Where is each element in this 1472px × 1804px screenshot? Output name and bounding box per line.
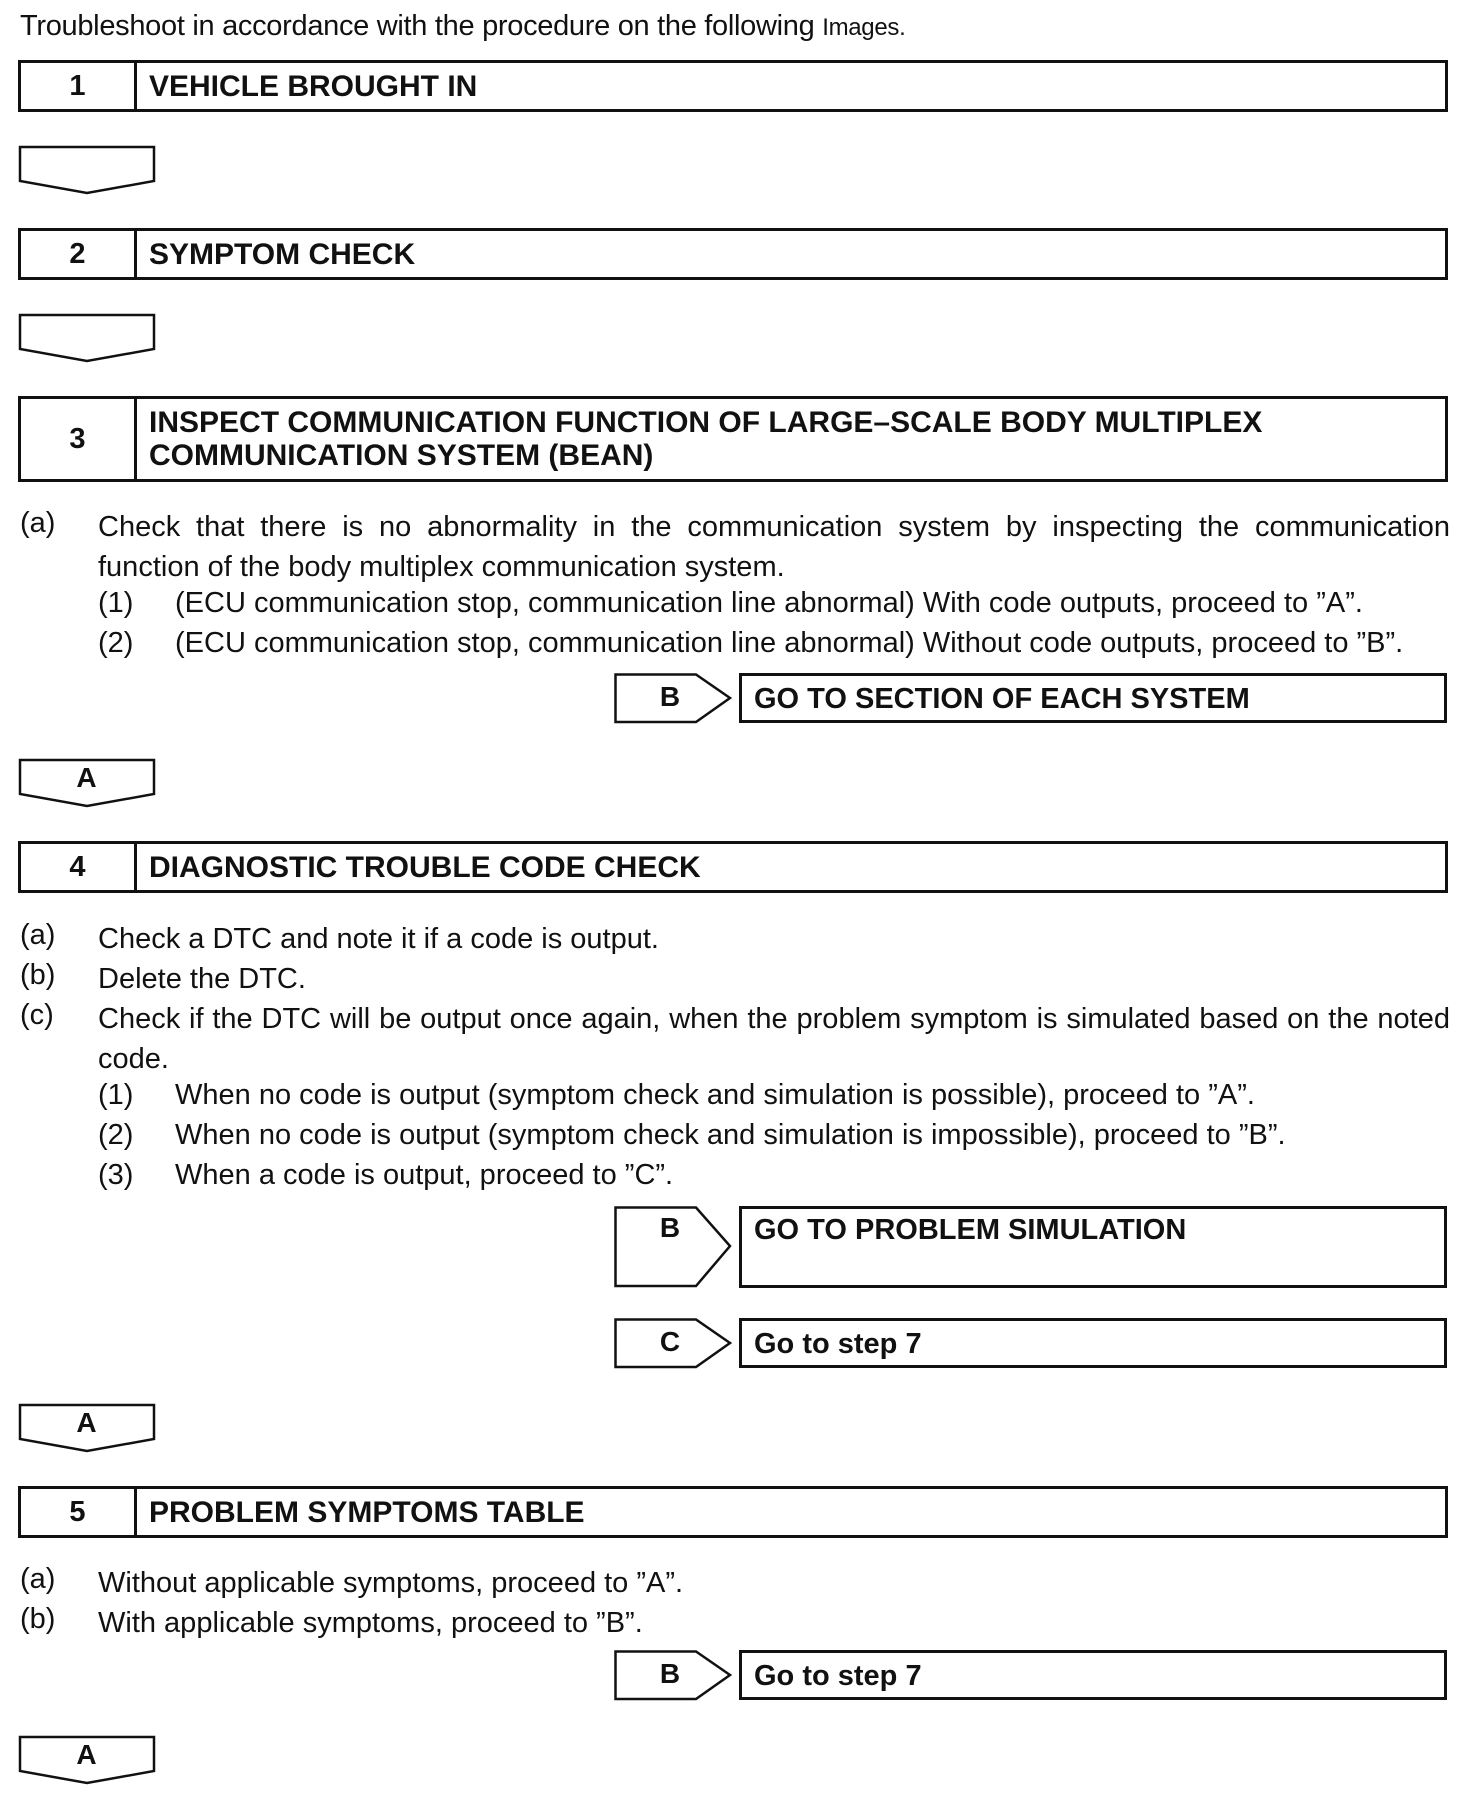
step-title: PROBLEM SYMPTOMS TABLE — [149, 1495, 585, 1529]
step-title: VEHICLE BROUGHT IN — [149, 69, 478, 103]
subitem-text: When no code is output (symptom check and simulation is possible), proceed to ”A”. — [175, 1079, 1255, 1111]
subitem-marker: (1) — [98, 587, 134, 619]
item-text: Check if the DTC will be output once again, when the problem symptom is simulated based on the noted code. — [98, 1003, 1450, 1075]
item-text: Check that there is no abnormality in the communication system by inspecting the communication function of the body multiplex communication system. — [98, 511, 1450, 583]
step-1-header — [18, 60, 1448, 112]
intro-small: Images. — [822, 14, 906, 41]
step-title: SYMPTOM CHECK — [149, 237, 416, 271]
step-3-header — [18, 396, 1448, 482]
subitem-text: When no code is output (symptom check and simulation is impossible), proceed to ”B”. — [175, 1119, 1286, 1151]
branch-text: GO TO PROBLEM SIMULATION — [739, 1206, 1447, 1288]
branch-text: Go to step 7 — [739, 1318, 1447, 1368]
subitem-marker: (2) — [98, 1119, 134, 1151]
item-text: Delete the DTC. — [98, 963, 306, 995]
flow-arrow-icon — [18, 313, 158, 363]
step-title-line: COMMUNICATION SYSTEM (BEAN) — [149, 439, 654, 472]
intro-text — [20, 10, 905, 43]
branch-b — [614, 1650, 1447, 1702]
subitem-marker: (2) — [98, 627, 134, 659]
flow-arrow-label: A — [76, 1739, 97, 1770]
subitem-text: (ECU communication stop, communication line abnormal) With code outputs, proceed to ”A”. — [175, 587, 1363, 619]
item-text: Check a DTC and note it if a code is output. — [98, 923, 659, 955]
item-marker: (a) — [20, 507, 56, 539]
step-4-header — [18, 841, 1448, 893]
branch-b — [614, 1206, 1447, 1288]
flow-arrow — [18, 758, 158, 806]
step-title-line: INSPECT COMMUNICATION FUNCTION OF LARGE–SCALE BODY MULTIPLEX — [149, 406, 1263, 439]
subitem-text: When a code is output, proceed to ”C”. — [175, 1159, 674, 1191]
flow-arrow — [18, 313, 158, 361]
item-marker: (b) — [20, 1603, 56, 1635]
item-marker: (a) — [20, 919, 56, 951]
item-marker: (b) — [20, 959, 56, 991]
subitem-marker: (3) — [98, 1159, 134, 1191]
branch-letter: B — [659, 681, 681, 712]
step-2-header — [18, 228, 1448, 280]
item-text: Without applicable symptoms, proceed to ”A”. — [98, 1567, 684, 1599]
step-number: 1 — [21, 63, 137, 109]
item-marker: (c) — [20, 999, 54, 1031]
branch-text: Go to step 7 — [739, 1650, 1447, 1700]
subitem-text: (ECU communication stop, communication line abnormal) Without code outputs, proceed to ”B”. — [175, 627, 1404, 659]
step-number: 4 — [21, 844, 137, 890]
flow-arrow — [18, 1735, 158, 1783]
branch-text: GO TO SECTION OF EACH SYSTEM — [739, 673, 1447, 723]
item-marker: (a) — [20, 1563, 56, 1595]
step-5-header — [18, 1486, 1448, 1538]
flow-arrow — [18, 145, 158, 193]
step-title — [137, 399, 1274, 479]
subitem-marker: (1) — [98, 1079, 134, 1111]
branch-letter: B — [659, 1212, 681, 1243]
step-number: 2 — [21, 231, 137, 277]
branch-b — [614, 673, 1447, 725]
step-number: 3 — [21, 399, 137, 479]
flow-arrow — [18, 1403, 158, 1451]
flow-arrow-label: A — [76, 762, 97, 793]
step-title: DIAGNOSTIC TROUBLE CODE CHECK — [149, 850, 701, 884]
intro-main: Troubleshoot in accordance with the procedure on the following — [20, 10, 823, 42]
branch-letter: B — [659, 1658, 681, 1689]
flow-arrow-label: A — [76, 1407, 97, 1438]
branch-c — [614, 1318, 1447, 1370]
flow-arrow-icon — [18, 145, 158, 195]
item-text: With applicable symptoms, proceed to ”B”. — [98, 1607, 643, 1639]
branch-letter: C — [659, 1326, 681, 1357]
step-number: 5 — [21, 1489, 137, 1535]
